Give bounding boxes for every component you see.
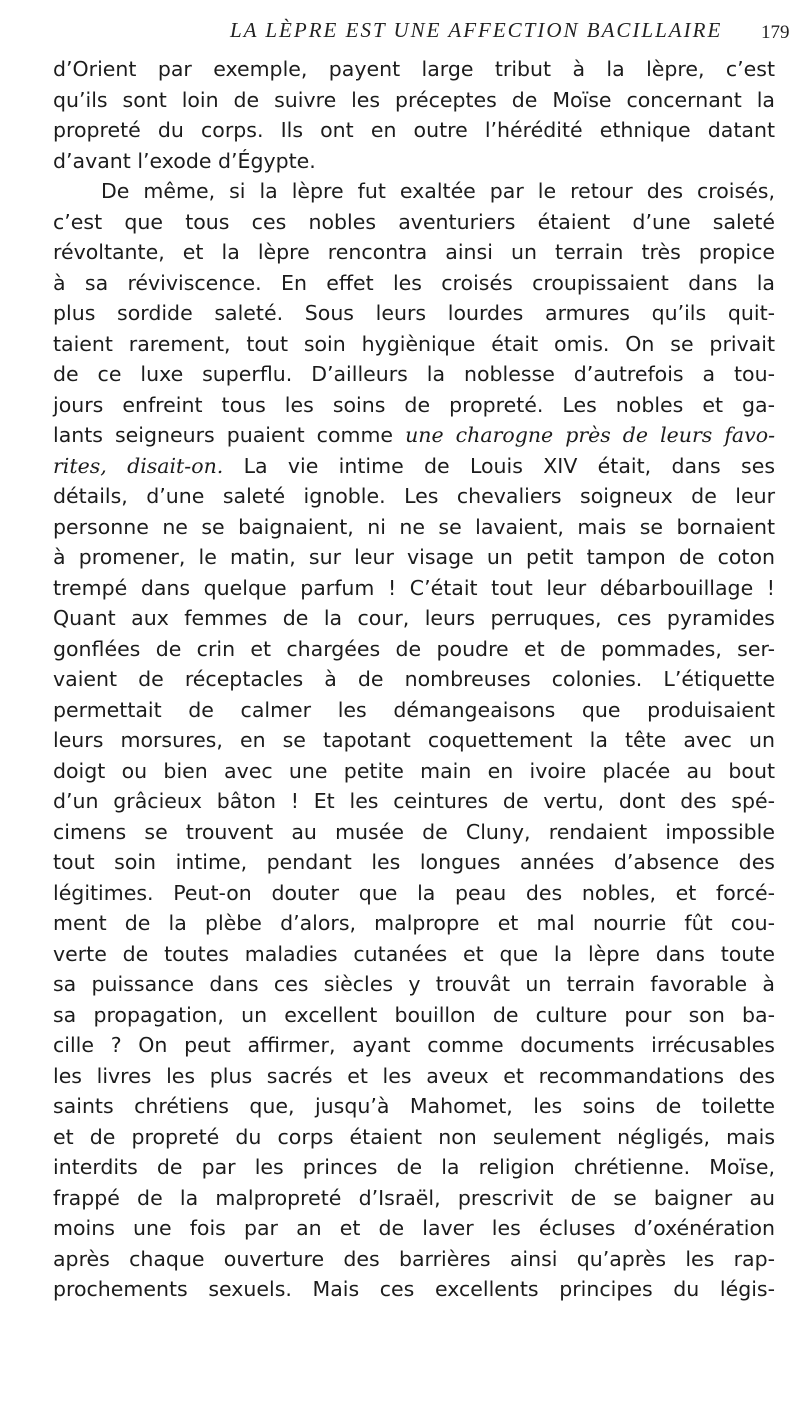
text-line: ment de la plèbe d’alors, malpropre et mal nourrie fût cou-: [53, 911, 775, 935]
text-line: [53, 451, 775, 482]
text-line: tout soin intime, pendant les longues années d’absence des: [53, 850, 775, 874]
text-line: les livres les plus sacrés et les aveux et recommandations des: [53, 1063, 775, 1088]
text-line: et de propreté du corps étaient non seulement négligés, mais: [53, 1124, 775, 1149]
text-line: trempé dans quelque parfum ! C’était tout leur débarbouillage !: [53, 575, 775, 600]
text-line: d’avant l’exode d’Égypte.: [53, 148, 316, 173]
text-line: interdits de par les princes de la religion chrétienne. Moïse,: [53, 1155, 775, 1179]
text-line: à promener, le matin, sur leur visage un petit tampon de coton: [53, 545, 775, 569]
text-line: cille ? On peut affirmer, ayant comme documents irrécusables: [53, 1033, 775, 1057]
text-line: taient rarement, tout soin hygiènique était omis. On se privait: [53, 331, 775, 356]
text-line: d’un grâcieux bâton ! Et les ceintures de vertu, dont des spé-: [53, 789, 775, 813]
page-number: 179: [761, 22, 790, 43]
text-line: vaient de réceptacles à de nombreuses colonies. L’étiquette: [53, 667, 775, 691]
text-line: de ce luxe superflu. D’ailleurs la noblesse d’autrefois a tou-: [53, 362, 775, 386]
body-text: [53, 54, 775, 1305]
text-line: à sa réviviscence. En effet les croisés croupissaient dans la: [53, 270, 775, 295]
text-line: détails, d’une saleté ignoble. Les chevaliers soigneux de leur: [53, 484, 775, 508]
text-line: Quant aux femmes de la cour, leurs perruques, ces pyramides: [53, 606, 775, 630]
text-line: moins une fois par an et de laver les écluses d’oxénération: [53, 1216, 775, 1240]
text-line: leurs morsures, en se tapotant coquettement la tête avec un: [53, 728, 775, 752]
text-fragment: lants seigneurs puaient comme: [53, 423, 394, 447]
text-line: qu’ils sont loin de suivre les préceptes de Moïse concernant la: [53, 87, 775, 112]
text-line: légitimes. Peut-on douter que la peau des nobles, et forcé-: [53, 880, 775, 905]
italic-quote: une charogne près de leurs favo-: [405, 423, 775, 447]
text-line: c’est que tous ces nobles aventuriers étaient d’une saleté: [53, 209, 775, 234]
text-line: cimens se trouvent au musée de Cluny, rendaient impossible: [53, 819, 775, 844]
text-line: [53, 420, 775, 451]
text-line: doigt ou bien avec une petite main en ivoire placée au bout: [53, 758, 775, 783]
text-line: propreté du corps. Ils ont en outre l’hérédité ethnique datant: [53, 118, 775, 142]
running-title: LA LÈPRE EST UNE AFFECTION BACILLAIRE: [230, 18, 723, 42]
text-line: sa propagation, un excellent bouillon de culture pour son ba-: [53, 1002, 775, 1027]
text-fragment: La vie intime de Louis XIV était, dans ses: [243, 453, 776, 478]
text-line: gonflées de crin et chargées de poudre et de pommades, ser-: [53, 636, 775, 661]
text-line: frappé de la malpropreté d’Israël, prescrivit de se baigner au: [53, 1185, 775, 1210]
text-line: permettait de calmer les démangeaisons que produisaient: [53, 697, 775, 722]
text-line: jours enfreint tous les soins de propreté. Les nobles et ga-: [53, 392, 775, 417]
text-line: après chaque ouverture des barrières ainsi qu’après les rap-: [53, 1246, 775, 1271]
italic-quote: rites, disait-on.: [53, 453, 224, 478]
text-line: plus sordide saleté. Sous leurs lourdes armures qu’ils quit-: [53, 301, 775, 325]
text-line: révoltante, et la lèpre rencontra ainsi un terrain très propice: [53, 240, 775, 264]
text-line: saints chrétiens que, jusqu’à Mahomet, les soins de toilette: [53, 1094, 775, 1118]
text-line: prochements sexuels. Mais ces excellents principes du légis-: [53, 1277, 775, 1301]
text-line: sa puissance dans ces siècles y trouvât un terrain favorable à: [53, 972, 775, 996]
text-line: De même, si la lèpre fut exaltée par le retour des croisés,: [101, 179, 775, 203]
text-line: personne ne se baignaient, ni ne se lavaient, mais se bornaient: [53, 514, 775, 539]
text-line: verte de toutes maladies cutanées et que la lèpre dans toute: [53, 941, 775, 966]
text-line: d’Orient par exemple, payent large tribut à la lèpre, c’est: [53, 57, 775, 81]
